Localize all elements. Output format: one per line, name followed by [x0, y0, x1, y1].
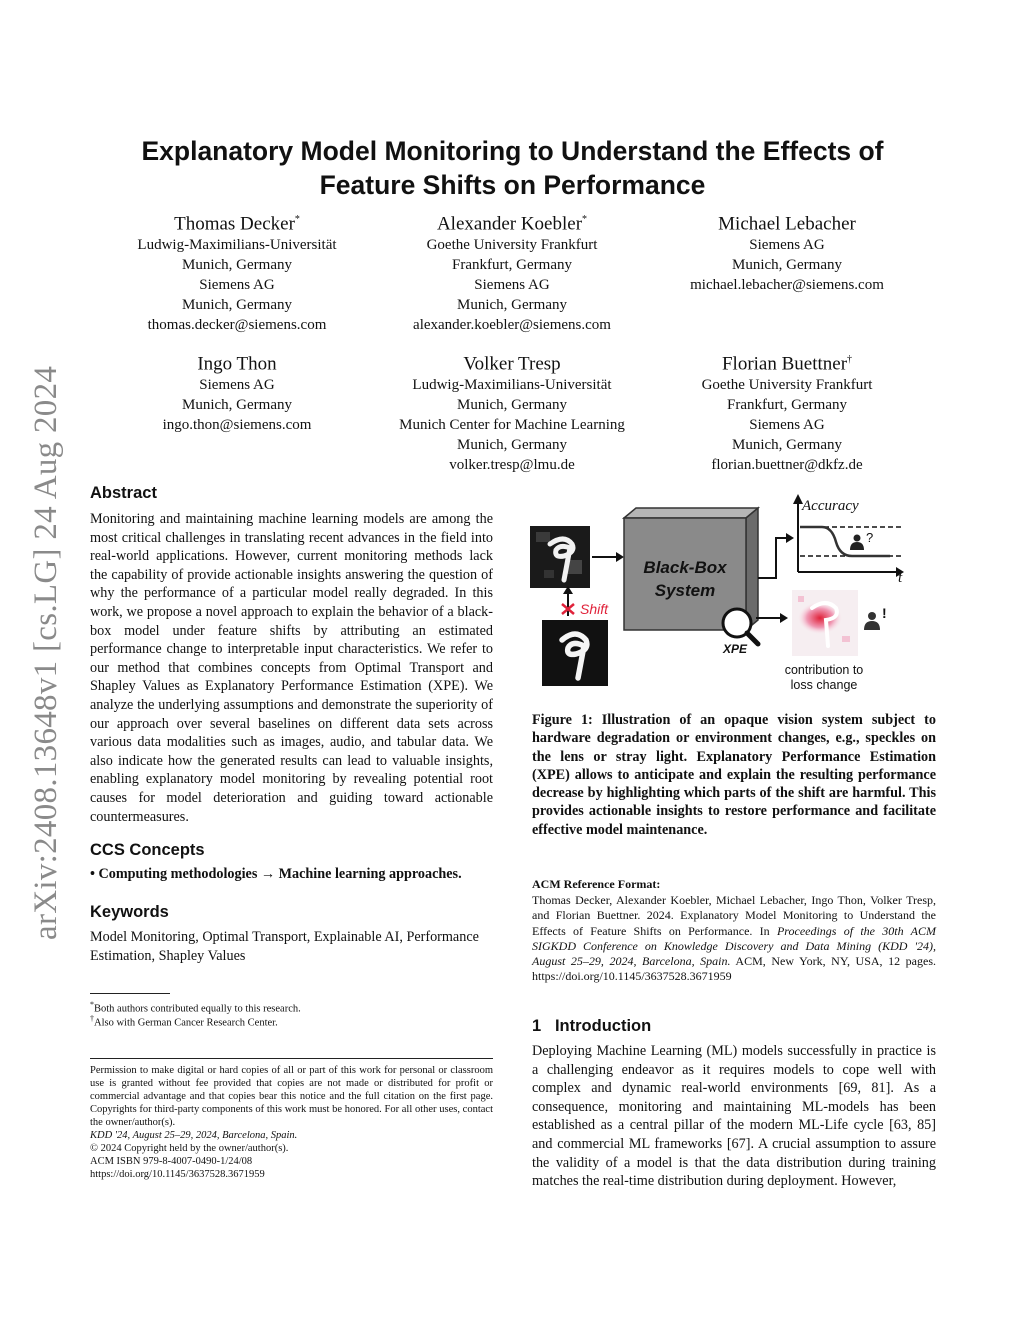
author-block: Alexander Koebler* Goethe University Frankfurt Frankfurt, Germany Siemens AG Munich, Germany alexander.koebler@siemens.com [413, 213, 611, 334]
shift-arrow [562, 586, 574, 616]
box-label-line2: System [654, 581, 716, 600]
intro-heading: 1 Introduction [532, 1017, 652, 1035]
ccs-text: • Computing methodologies → Machine learning approaches. [90, 866, 462, 882]
permission-venue: KDD '24, August 25–29, 2024, Barcelona, Spain. [90, 1130, 298, 1141]
author-block: Michael Lebacher Siemens AG Munich, Germany michael.lebacher@siemens.com [690, 213, 884, 294]
contribution-line1: contribution to [784, 663, 864, 677]
keywords-text: Model Monitoring, Optimal Transport, Explainable AI, Performance Estimation, Shapley Values [90, 929, 479, 964]
abstract-text: Monitoring and maintaining machine learning models are among the most critical challenges in translating recent advances in the field into real-world applications. However, current monitoring methods lack the capability of provide actionable insights answering the question of why the performance of a particular model really degraded. In this work, we propose a novel approach to explain the behavior of a black-box model under feature shifts by attributing an estimated performance change to interpretable input characteristics. We refer to our method that combines concepts from Optimal Transport and Shapley Values as Explanatory Performance Estimation (XPE). We analyze the underlying assumptions and demonstrate the superiority of our approach over several baselines on different data sets across various data modalities such as images, audio, and tabular data. We also indicate how the generated results can lead to valuable insights, enabling explanatory model monitoring by revealing potential root causes for model deterioration and guiding toward actionable countermeasures. [90, 511, 493, 825]
author-block: Thomas Decker* Ludwig-Maximilians-Universität Munich, Germany Siemens AG Munich, Germany thomas.decker@siemens.com [137, 213, 337, 334]
abstract-heading: Abstract [90, 484, 157, 502]
permission-isbn: ACM ISBN 979-8-4007-0490-1/24/08 [90, 1156, 253, 1167]
attribution-heatmap [792, 590, 880, 656]
footnote: *Both authors contributed equally to this research. [90, 1000, 301, 1015]
figure-1 [530, 490, 940, 700]
accuracy-label: Accuracy [802, 498, 859, 514]
exclamation-mark: ! [882, 605, 887, 621]
figure-caption: Figure 1: Illustration of an opaque vision system subject to hardware degradation or environment changes, e.g., speckles on the lens or stray light. Explanatory Performance Estimation (XPE) allows to anticipate and explain the resulting performance decrease by highlighting which parts of the shift are harmful. This provides actionable insights to restore performance and facilitate effective model maintenance. [532, 712, 936, 838]
contribution-line2: loss change [790, 678, 858, 692]
time-axis-label: t [898, 570, 903, 586]
xpe-label: XPE [723, 642, 748, 656]
arxiv-stamp: arXiv:2408.13648v1 [cs.LG] 24 Aug 2024 [28, 365, 64, 940]
box-label-line1: Black-Box [643, 558, 727, 577]
paper-title: Explanatory Model Monitoring to Understand the Effects of Feature Shifts on Performance [141, 136, 884, 200]
author-name: Volker Tresp [463, 353, 561, 375]
permission-block [90, 1064, 493, 1181]
intro-text: Deploying Machine Learning (ML) models successfully in practice is a challenging endeavor as it requires models to cope well with complex and dynamic real-world environments [69, 81]. As a consequence, monitoring and maintaining ML-models has been established as a central pillar of the modern ML-Life cycle [63, 85] and commercial ML frameworks [67]. A crucial assumption to assure the validity of a model is that the data distribution during training matches the real-time distribution during deployment. However, [532, 1043, 936, 1190]
author-name: Alexander Koebler [436, 213, 583, 235]
shift-label: Shift [580, 601, 609, 617]
author-name: Ingo Thon [197, 353, 277, 375]
author-block: Florian Buettner† Goethe University Frankfurt Frankfurt, Germany Siemens AG Munich, Germany florian.buettner@dkfz.de [701, 353, 873, 474]
author-name: Michael Lebacher [718, 213, 856, 235]
permission-copyright: © 2024 Copyright held by the owner/author(s). [90, 1143, 289, 1154]
author-block: Volker Tresp Ludwig-Maximilians-Universität Munich, Germany Munich Center for Machine Learning Munich, Germany volker.tresp@lmu.de [399, 353, 625, 474]
acm-reference-label: ACM Reference Format: [532, 877, 661, 891]
permission-doi: https://doi.org/10.1145/3637528.3671959 [90, 1169, 265, 1180]
author-block: Ingo Thon Siemens AG Munich, Germany ingo.thon@siemens.com [162, 353, 312, 434]
acm-reference: ACM Reference Format: Thomas Decker, Alexander Koebler, Michael Lebacher, Ingo Thon, Volker Tresp, and Florian Buettner. 2024. Explanatory Model Monitoring to Understand the Effects of Feature Shifts on Performance. In Proceedings of the 30th ACM SIGKDD Conference on Knowledge Discovery and Data Mining (KDD '24), August 25–29, 2024, Barcelona, Spain. ACM, New York, NY, USA, 12 pages. https://doi.org/10.1145/3637528.3671959 [532, 877, 936, 984]
author-name: Florian Buettner [721, 353, 848, 375]
question-mark: ? [866, 530, 874, 545]
shifted-digit-image [530, 526, 590, 588]
author-name: Thomas Decker [174, 213, 295, 235]
footnote-rule [90, 993, 170, 994]
footnote: †Also with German Cancer Research Center. [90, 1014, 278, 1029]
ccs-heading: CCS Concepts [90, 841, 205, 859]
clean-digit-image [542, 620, 608, 686]
figure-1-illustration [530, 490, 940, 700]
permission-text: Permission to make digital or hard copies of all or part of this work for personal or classroom use is granted without fee provided that copies are not made or distributed for profit or commercial advantage and that copies bear this notice and the full citation on the first page. Copyrights for third-party components of this work must be honored. For all other uses, contact the owner/author(s). [90, 1065, 493, 1128]
permission-rule [90, 1058, 493, 1059]
keywords-heading: Keywords [90, 903, 169, 921]
